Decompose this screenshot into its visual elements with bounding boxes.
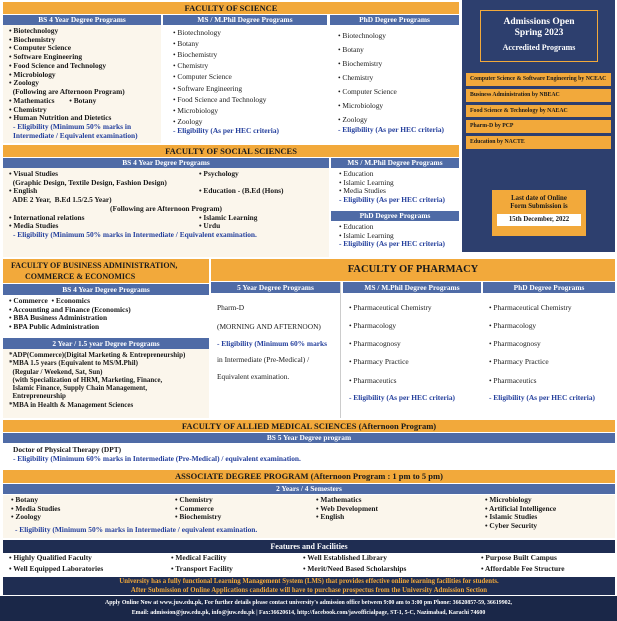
program-item: • Botany [11,495,39,504]
pharmacy-col1-rest [211,352,340,385]
accredited-item: Pharm-D by PCP [466,120,611,133]
program-item: • Education [339,222,374,231]
science-phd-panel [330,15,459,143]
feature-item: • Affordable Fee Structure [481,564,565,573]
lms-banner [3,577,615,595]
program-item: *MBA 1.5 years (Equivalent to MS/M.Phil) [9,359,138,368]
social-ms-list [331,168,459,196]
program-item: • Zoology [9,78,39,88]
associate-header: ASSOCIATE DEGREE PROGRAM (Afternoon Program : 1 pm to 5 pm) [3,470,615,483]
program-item: • Accounting and Finance (Economics) [9,304,131,314]
business-ms-list [3,349,209,409]
science-ms-list [163,25,327,127]
program-item: • Software Engineering [173,83,243,93]
feature-item: • Well Equipped Laboratories [9,564,104,573]
science-bs-panel [3,15,161,143]
program-item: • Psychology [199,169,239,178]
program-item: • Islamic Studies [485,512,538,522]
social-bs-title: BS 4 Year Degree Programs [3,158,329,168]
social-bs-list-2 [9,214,199,231]
program-item: • Pharmaceutical Chemistry [349,303,432,312]
program-item: • Pharmacology [349,321,397,331]
program-item: *ADP(Commerce)(Digital Marketing & Entrepreneurship) [9,351,186,359]
program-item: • Urdu [199,221,221,231]
science-ms-panel [163,15,327,143]
allied-item: Doctor of Physical Therapy (DPT) [13,445,122,454]
admissions-open-text: Admissions Open [503,17,575,27]
social-phd-list [331,221,459,240]
program-item: • Microbiology [9,69,56,79]
program-item: • Chemistry [175,495,213,504]
program-item: • Islamic Learning [339,230,394,240]
social-bs-right-list-2 [199,214,257,231]
program-item: • Biochemistry [173,50,218,60]
business-bs-panel [3,284,209,337]
program-item: • Food Science and Technology [173,94,267,104]
pharmacy-col3-eligibility: - Eligibility (As per HEC criteria) [489,392,595,402]
feature-item: • Highly Qualified Faculty [9,553,92,562]
associate-sub: 2 Years / 4 Semesters [3,484,615,494]
allied-body [3,444,615,468]
program-item: • Media Studies [11,503,61,513]
program-item: • Biotechnology [338,31,386,40]
last-date-line2: Form Submission is [510,203,568,211]
program-item: • Pharmacology [489,321,537,331]
science-bs-list [3,25,161,123]
social-phd-eligibility: - Eligibility (As per HEC criteria) [339,239,445,249]
accredited-item: Business Administration by NBEAC [466,89,611,102]
program-item: • Zoology [173,116,203,126]
social-bs-eligibility: - Eligibility (Minimum 50% marks in Intermediate / Equivalent examination. [13,230,257,240]
program-item: • Computer Science [338,86,397,96]
pharmacy-col1-eligibility: - Eligibility (Minimum 60% marks [217,339,328,349]
contact-line: Email: admission@juw.edu.pk, info@juw.edu.pk | Fax:36620614, http://facebook.com/jawofficialpage, ST-1, 5-C, Nazimabad, Karachi 74600 [131,610,486,616]
pharmacy-col1-list [211,293,340,336]
lms-line2: After Submission of Online Applications candidate will have to purchase prospectus from the University Admission Section [130,587,488,594]
program-item: • Biochemistry [338,58,383,68]
last-date-line1: Last date of Online [511,195,567,202]
program-item: Islamic Finance, Supply Chain Management, [9,384,148,392]
pharmacy-col2-list [343,293,481,390]
program-item: • Biochemistry [175,512,222,522]
associate-col4 [485,496,556,531]
associate-eligibility: - Eligibility (Minimum 50% marks in Intermediate / equivalent examination. [15,525,258,534]
program-item: • Media Studies [339,186,386,196]
pharmacy-col3-title: PhD Degree Programs [483,282,615,293]
associate-body [3,495,615,538]
pharmacy-header: FACULTY OF PHARMACY [211,259,615,281]
science-phd-title: PhD Degree Programs [330,15,459,25]
program-item: • Pharmacy Practice [349,357,409,367]
program-item: • English [316,512,345,522]
program-item: • Microbiology [485,495,532,504]
program-item: • Visual Studies [9,169,59,178]
program-item: • Education [339,169,374,178]
feature-item: • Well Established Library [303,553,387,562]
program-item: (Following are Afternoon Program) [9,87,125,97]
business-ms-title: 2 Year / 1.5 year Degree Programs [3,338,209,349]
program-item: (with Specialization of HRM, Marketing, Finance, [9,375,163,384]
social-bs-right-list [199,170,284,205]
science-bs-title: BS 4 Year Degree Programs [3,15,161,25]
program-item: • Artificial Intelligence [485,503,557,513]
business-ms-panel [3,338,209,418]
contact-footer [0,596,617,621]
social-header: FACULTY OF SOCIAL SCIENCES [3,145,459,157]
program-item: • Education - (B.Ed (Hons) [199,185,284,195]
program-item: • Mathematics [316,495,362,504]
program-item: • Web Development [316,503,378,513]
last-date-value: 15th December, 2022 [497,214,581,226]
accredited-item: Computer Science & Software Engineering by NCEAC [466,73,611,86]
feature-item: • Merit/Need Based Scholarships [303,564,407,573]
program-item: • Zoology [11,512,41,522]
associate-col1 [11,496,60,522]
pharmacy-col1 [211,282,341,418]
program-item: • Zoology [338,114,368,124]
allied-sub: BS 5 Year Degree program [3,433,615,443]
program-item: • Biotechnology [9,26,59,35]
social-ms-title: MS / M.Phil Degree Programs [331,158,459,168]
science-phd-list [330,25,459,126]
program-item: • Pharmacognosy [349,339,401,349]
program-item: ADE 2 Year, B.Ed 1.5/2.5 Year) [9,195,112,205]
program-item: • BBA Business Administration [9,313,108,323]
business-header [3,259,209,283]
program-item: • Pharmaceutics [349,375,397,385]
program-item: • Botany [338,44,364,54]
pharmacy-col3-list [483,293,615,390]
program-item: • Biochemistry [9,34,56,44]
program-item: (Regular / Weekend, Sat, Sun) [9,367,103,376]
feature-item: • Medical Facility [171,553,227,562]
social-ms-panel [331,158,459,210]
lms-line1: University has a fully functional Learning Management System (LMS) that provides effective online learning facilities for students. [119,578,499,585]
associate-col2 [175,496,221,522]
program-item: • Chemistry [338,72,374,82]
program-item: • Pharmacognosy [489,339,541,349]
accredited-item: Food Science & Technology by NAEAC [466,105,611,118]
features-body [3,553,615,577]
program-item: Equivalent examination. [217,371,290,381]
program-item: • Microbiology [173,105,219,115]
program-item: • BPA Public Administration [9,322,100,332]
last-date-box [492,190,586,236]
features-header: Features and Facilities [3,540,615,553]
social-bs-list [9,170,199,205]
social-phd-title: PhD Degree Programs [331,211,459,221]
program-item: • Biotechnology [173,28,221,37]
business-bs-list [3,295,209,332]
pharmacy-col2-eligibility: - Eligibility (As per HEC criteria) [349,392,455,402]
business-title-2: COMMERCE & ECONOMICS [25,272,136,281]
science-phd-eligibility: - Eligibility (As per HEC criteria) [338,125,444,135]
pharmacy-col1-title: 5 Year Degree Programs [211,282,340,293]
science-header: FACULTY OF SCIENCE [3,2,459,14]
program-item: • Commerce [175,503,214,513]
program-item: • Cyber Security [485,521,538,531]
program-item: • English [9,186,38,196]
program-item: • Microbiology [338,100,384,110]
apply-line: Apply Online Now at www.juw.edu.pk, For further details please contact university's admission office between 9:00 am to 3:00 pm Phone: 36620857-59, 36619902, [104,600,513,606]
pharmacy-col2 [343,282,481,418]
allied-header: FACULTY OF ALLIED MEDICAL SCIENCES (Afternoon Program) [3,420,615,432]
program-item: • Mathematics • Botany [9,95,97,105]
admissions-panel [462,0,615,252]
program-item: • Media Studies [9,221,59,231]
social-phd-panel [331,211,459,257]
business-title-1: FACULTY OF BUSINESS ADMINISTRATION, [11,261,178,270]
admissions-badge [480,10,598,62]
program-item: • Computer Science [173,72,232,82]
program-item: (MORNING AND AFTERNOON) [217,321,321,331]
business-bs-title: BS 4 Year Degree Programs [3,284,209,295]
accredited-item: Education by NACTE [466,136,611,149]
program-item: • Computer Science [9,43,71,53]
allied-eligibility: - Eligibility (Minimum 60% marks in Intermediate (Pre-Medical) / equivalent examination. [13,453,301,463]
pharmacy-col2-title: MS / M.Phil Degree Programs [343,282,481,293]
program-item: • Pharmacy Practice [489,357,549,367]
program-item: • Human Nutrition and Dietetics [9,113,112,123]
accredited-title: Accredited Programs [502,43,576,53]
program-item: in Intermediate (Pre-Medical) / [217,355,310,365]
program-item: (Graphic Design, Textile Design, Fashion Design) [9,177,167,187]
program-item: • Pharmaceutical Chemistry [489,303,572,312]
program-item: • Software Engineering [9,52,83,62]
accredited-list [462,70,615,152]
social-ms-eligibility: - Eligibility (As per HEC criteria) [339,195,445,205]
program-item: Entrepreneurship [9,392,66,401]
science-ms-eligibility: - Eligibility (As per HEC criteria) [173,125,279,135]
feature-item: • Transport Facility [171,564,233,573]
program-item: • Islamic Learning [199,212,258,222]
program-item: *MBA in Health & Management Sciences [9,400,134,409]
program-item: • Chemistry [173,61,209,71]
social-afternoon-note: (Following are Afternoon Program) [109,203,222,213]
program-item: Pharm-D [217,303,245,312]
program-item: • Botany [173,39,199,49]
admissions-season-text: Spring 2023 [514,28,564,39]
program-item: • International relations [9,212,85,222]
feature-item: • Purpose Built Campus [481,553,557,562]
program-item: • Commerce • Economics [9,296,90,305]
science-bs-eligibility: - Eligibility (Minimum 50% marks in Intermediate / Equivalent examination) [13,122,138,140]
program-item: • Food Science and Technology [9,60,107,70]
associate-col3 [316,496,378,522]
program-item: • Chemistry [9,104,47,114]
science-ms-title: MS / M.Phil Degree Programs [163,15,327,25]
program-item: • Islamic Learning [339,177,394,187]
social-bs-panel [3,158,329,257]
program-item: • Pharmaceutics [489,375,537,385]
pharmacy-col3 [483,282,615,418]
